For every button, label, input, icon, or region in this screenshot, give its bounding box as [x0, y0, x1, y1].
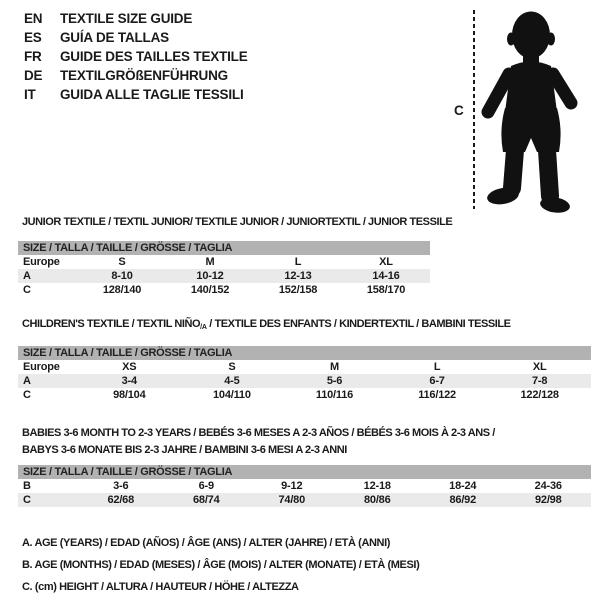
- junior-textile-table: [18, 216, 453, 297]
- cell: 24-36: [534, 480, 562, 492]
- language-title: GUÍA DE TALLAS: [60, 30, 169, 45]
- cell: 128/140: [102, 284, 142, 296]
- footnote-b: B. AGE (MONTHS) / EDAD (MESES) / ÂGE (MOIS) / ALTER (MONATE) / ETÀ (MESI): [22, 559, 420, 571]
- language-row-it: [24, 85, 248, 104]
- size-header-band: SIZE / TALLA / TAILLE / GRÖSSE / TAGLIA: [18, 241, 430, 255]
- row-label: C: [23, 284, 31, 296]
- table-title-line1: BABIES 3-6 MONTH TO 2-3 YEARS / BEBÉS 3-6 MESES A 2-3 AÑOS / BÉBÉS 3-6 MOIS À 2-3 ANS /: [22, 427, 495, 439]
- row-label: Europe: [23, 361, 60, 373]
- cell: XS: [122, 361, 137, 373]
- row-label: A: [23, 270, 31, 282]
- language-title: GUIDA ALLE TAGLIE TESSILI: [60, 87, 244, 102]
- footnote-a: A. AGE (YEARS) / EDAD (AÑOS) / ÂGE (ANS) / ALTER (JAHRE) / ETÀ (ANNI): [22, 537, 390, 549]
- cell: 86/92: [449, 494, 477, 506]
- table-row: [18, 283, 430, 297]
- cell: 18-24: [449, 480, 477, 492]
- cell: 10-12: [196, 270, 224, 282]
- table-title: [18, 425, 591, 459]
- table-title-text: CHILDREN'S TEXTILE / TEXTIL NIÑO: [22, 318, 201, 330]
- size-header-band: SIZE / TALLA / TAILLE / GRÖSSE / TAGLIA: [18, 465, 591, 479]
- cell: XL: [532, 361, 547, 373]
- table-title-subscript: /A: [200, 324, 207, 331]
- size-header-band: SIZE / TALLA / TAILLE / GRÖSSE / TAGLIA: [18, 346, 591, 360]
- language-title: TEXTILGRÖßENFÜHRUNG: [60, 68, 228, 83]
- cell: 110/116: [315, 389, 354, 401]
- language-code: IT: [24, 87, 36, 102]
- cell: 92/98: [534, 494, 562, 506]
- cell: 12-18: [363, 480, 391, 492]
- cell: 74/80: [278, 494, 306, 506]
- language-row-de: [24, 66, 248, 85]
- cell: 158/170: [366, 284, 406, 296]
- cell: 152/158: [278, 284, 318, 296]
- row-label: Europe: [23, 256, 60, 268]
- table-row: [18, 388, 591, 402]
- cell: 7-8: [532, 375, 548, 387]
- language-code: FR: [24, 49, 42, 64]
- cell: 5-6: [326, 375, 343, 387]
- language-header: [24, 9, 248, 104]
- footnotes: [22, 532, 419, 598]
- language-code: EN: [24, 11, 43, 26]
- row-label: C: [23, 389, 31, 401]
- baby-silhouette: [479, 8, 591, 214]
- table-title-line2: BABYS 3-6 MONATE BIS 2-3 JAHRE / BAMBINI 3-6 MESI A 2-3 ANNI: [22, 444, 347, 456]
- cell: L: [294, 256, 302, 268]
- cell: 68/74: [192, 494, 220, 506]
- table-row: [18, 269, 430, 283]
- cell: 8-10: [111, 270, 133, 282]
- cell: 80/86: [363, 494, 391, 506]
- cell: 12-13: [284, 270, 312, 282]
- cell: 62/68: [107, 494, 135, 506]
- cell: M: [205, 256, 215, 268]
- cell: 6-7: [429, 375, 445, 387]
- language-code: ES: [24, 30, 42, 45]
- cell: 122/128: [520, 389, 559, 401]
- table-row: [18, 493, 591, 507]
- table-title: [18, 318, 591, 331]
- cell: 6-9: [198, 480, 214, 492]
- language-row-fr: [24, 47, 248, 66]
- row-label: B: [23, 480, 31, 492]
- row-label: C: [23, 494, 31, 506]
- height-measure-dashed-line: [473, 10, 475, 209]
- cell: S: [228, 361, 236, 373]
- childrens-textile-table: [18, 318, 591, 402]
- language-row-en: [24, 9, 248, 28]
- table-row: [18, 360, 591, 374]
- table-title-text: / TEXTILE DES ENFANTS / KINDERTEXTIL / BAMBINI TESSILE: [206, 318, 511, 330]
- cell: 140/152: [190, 284, 230, 296]
- language-row-es: [24, 28, 248, 47]
- cell: S: [118, 256, 126, 268]
- cell: 3-4: [121, 375, 137, 387]
- cell: 9-12: [281, 480, 303, 492]
- language-title: GUIDE DES TAILLES TEXTILE: [60, 49, 248, 64]
- table-row: [18, 479, 591, 493]
- cell: 104/110: [213, 389, 251, 401]
- language-title: TEXTILE SIZE GUIDE: [60, 11, 193, 26]
- cell: 98/104: [113, 389, 146, 401]
- cell: 116/122: [418, 389, 456, 401]
- row-label: A: [23, 375, 31, 387]
- cell: 14-16: [372, 270, 400, 282]
- height-measure-label: C: [454, 103, 464, 118]
- language-code: DE: [24, 68, 43, 83]
- cell: XL: [379, 256, 393, 268]
- cell: 3-6: [113, 480, 129, 492]
- table-title: JUNIOR TEXTILE / TEXTIL JUNIOR/ TEXTILE JUNIOR / JUNIORTEXTIL / JUNIOR TESSILE: [22, 216, 453, 228]
- table-row: [18, 374, 591, 388]
- babies-textile-table: [18, 425, 591, 507]
- footnote-c: C. (cm) HEIGHT / ALTURA / HAUTEUR / HÖHE / ALTEZZA: [22, 581, 299, 593]
- cell: 4-5: [224, 375, 240, 387]
- cell: L: [433, 361, 441, 373]
- cell: M: [330, 361, 339, 373]
- table-row: [18, 255, 430, 269]
